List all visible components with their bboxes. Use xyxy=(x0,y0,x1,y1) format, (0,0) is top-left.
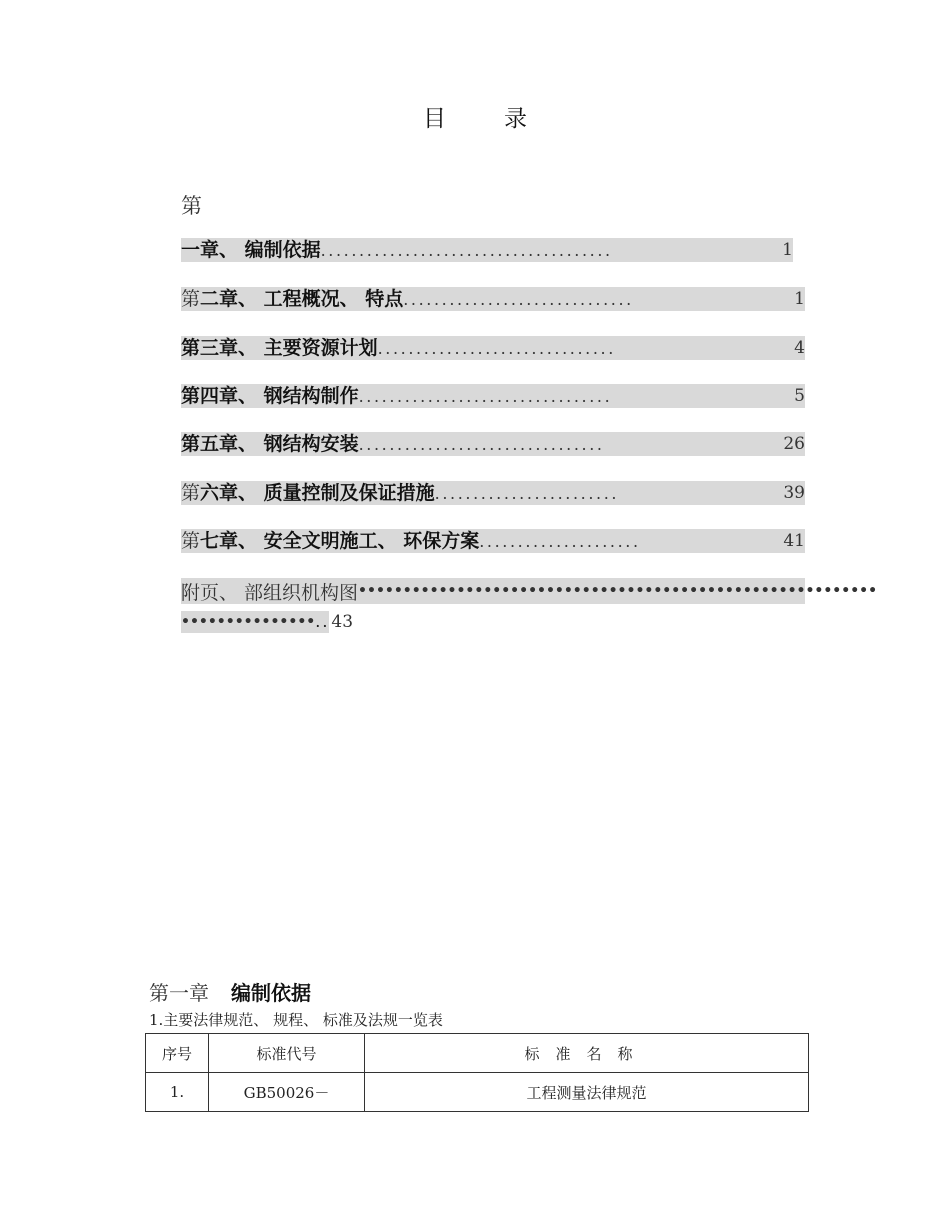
toc-appendix-tail: .. xyxy=(315,612,330,631)
toc-item-page: 26 xyxy=(783,434,805,454)
toc-item-prefix: 第 xyxy=(181,530,201,552)
table-header-cell: 标准名称 xyxy=(365,1034,809,1073)
toc-title xyxy=(0,100,950,133)
toc-title-right: 录 xyxy=(504,106,527,132)
toc-item-dots: ...................................... xyxy=(320,241,613,260)
toc-item-2[interactable] xyxy=(181,287,805,311)
toc-item-dots: ........................ xyxy=(434,484,620,503)
toc-item-dots: ................................. xyxy=(358,387,613,406)
toc-item-appendix[interactable] xyxy=(181,578,878,633)
toc-item-label: 二章、 工程概况、 特点 xyxy=(200,288,404,310)
toc-item-6[interactable] xyxy=(181,481,805,505)
toc-item-page: 41 xyxy=(783,531,805,551)
toc-item-label: 一章、 编制依据 xyxy=(181,239,321,261)
toc-item-page: 4 xyxy=(794,338,805,358)
toc-item-label: 第四章、 钢结构制作 xyxy=(181,385,359,407)
toc-item-5[interactable] xyxy=(181,432,805,456)
table-row xyxy=(146,1073,809,1112)
toc-item-dots: .............................. xyxy=(403,290,634,309)
toc-item-dots: ................................ xyxy=(358,435,605,454)
chapter-heading xyxy=(149,977,311,1006)
table-header-row xyxy=(146,1034,809,1073)
toc-item-dots: ............................... xyxy=(377,339,616,358)
table-cell: 1. xyxy=(146,1073,209,1112)
toc-title-left: 目 xyxy=(423,106,446,132)
chapter-number: 第一章 xyxy=(149,981,209,1005)
toc-item-page: 5 xyxy=(794,386,805,406)
toc-appendix-label: 附页、 部组织机构图 xyxy=(181,581,359,604)
toc-appendix-dots-line1: •••••••••••••••••••••••••••••••••••••••••••••••••••••••••• xyxy=(358,583,878,599)
toc-item-4[interactable] xyxy=(181,384,805,408)
table-header-cell: 标准代号 xyxy=(209,1034,365,1073)
toc-item-dots: ..................... xyxy=(479,532,641,551)
toc-item-label: 七章、 安全文明施工、 环保方案 xyxy=(200,530,480,552)
toc-item-label: 第三章、 主要资源计划 xyxy=(181,337,378,359)
toc-item-page: 39 xyxy=(783,483,805,503)
standards-table xyxy=(145,1033,809,1112)
section-subheading: 1.主要法律规范、 规程、 标准及法规一览表 xyxy=(149,1011,443,1029)
toc-appendix-dots-line2: ••••••••••••••• xyxy=(181,611,315,633)
toc-item-1[interactable] xyxy=(181,238,793,262)
table-header-cell: 序号 xyxy=(146,1034,209,1073)
table-cell: 工程测量法律规范 xyxy=(365,1073,809,1112)
toc-item-page: 1 xyxy=(794,289,805,309)
toc-item-label: 第五章、 钢结构安装 xyxy=(181,433,359,455)
toc-item-prefix: 第 xyxy=(181,288,201,310)
toc-appendix-page: 43 xyxy=(331,612,354,632)
toc-item-label: 六章、 质量控制及保证措施 xyxy=(200,482,435,504)
toc-item-7[interactable] xyxy=(181,529,805,553)
chapter-name: 编制依据 xyxy=(231,981,311,1005)
table-cell: GB50026－ xyxy=(209,1073,365,1112)
toc-item-prefix: 第 xyxy=(181,482,201,504)
toc-item-page: 1 xyxy=(782,240,793,260)
toc-first-line: 第 xyxy=(181,194,202,218)
toc-item-3[interactable] xyxy=(181,336,805,360)
